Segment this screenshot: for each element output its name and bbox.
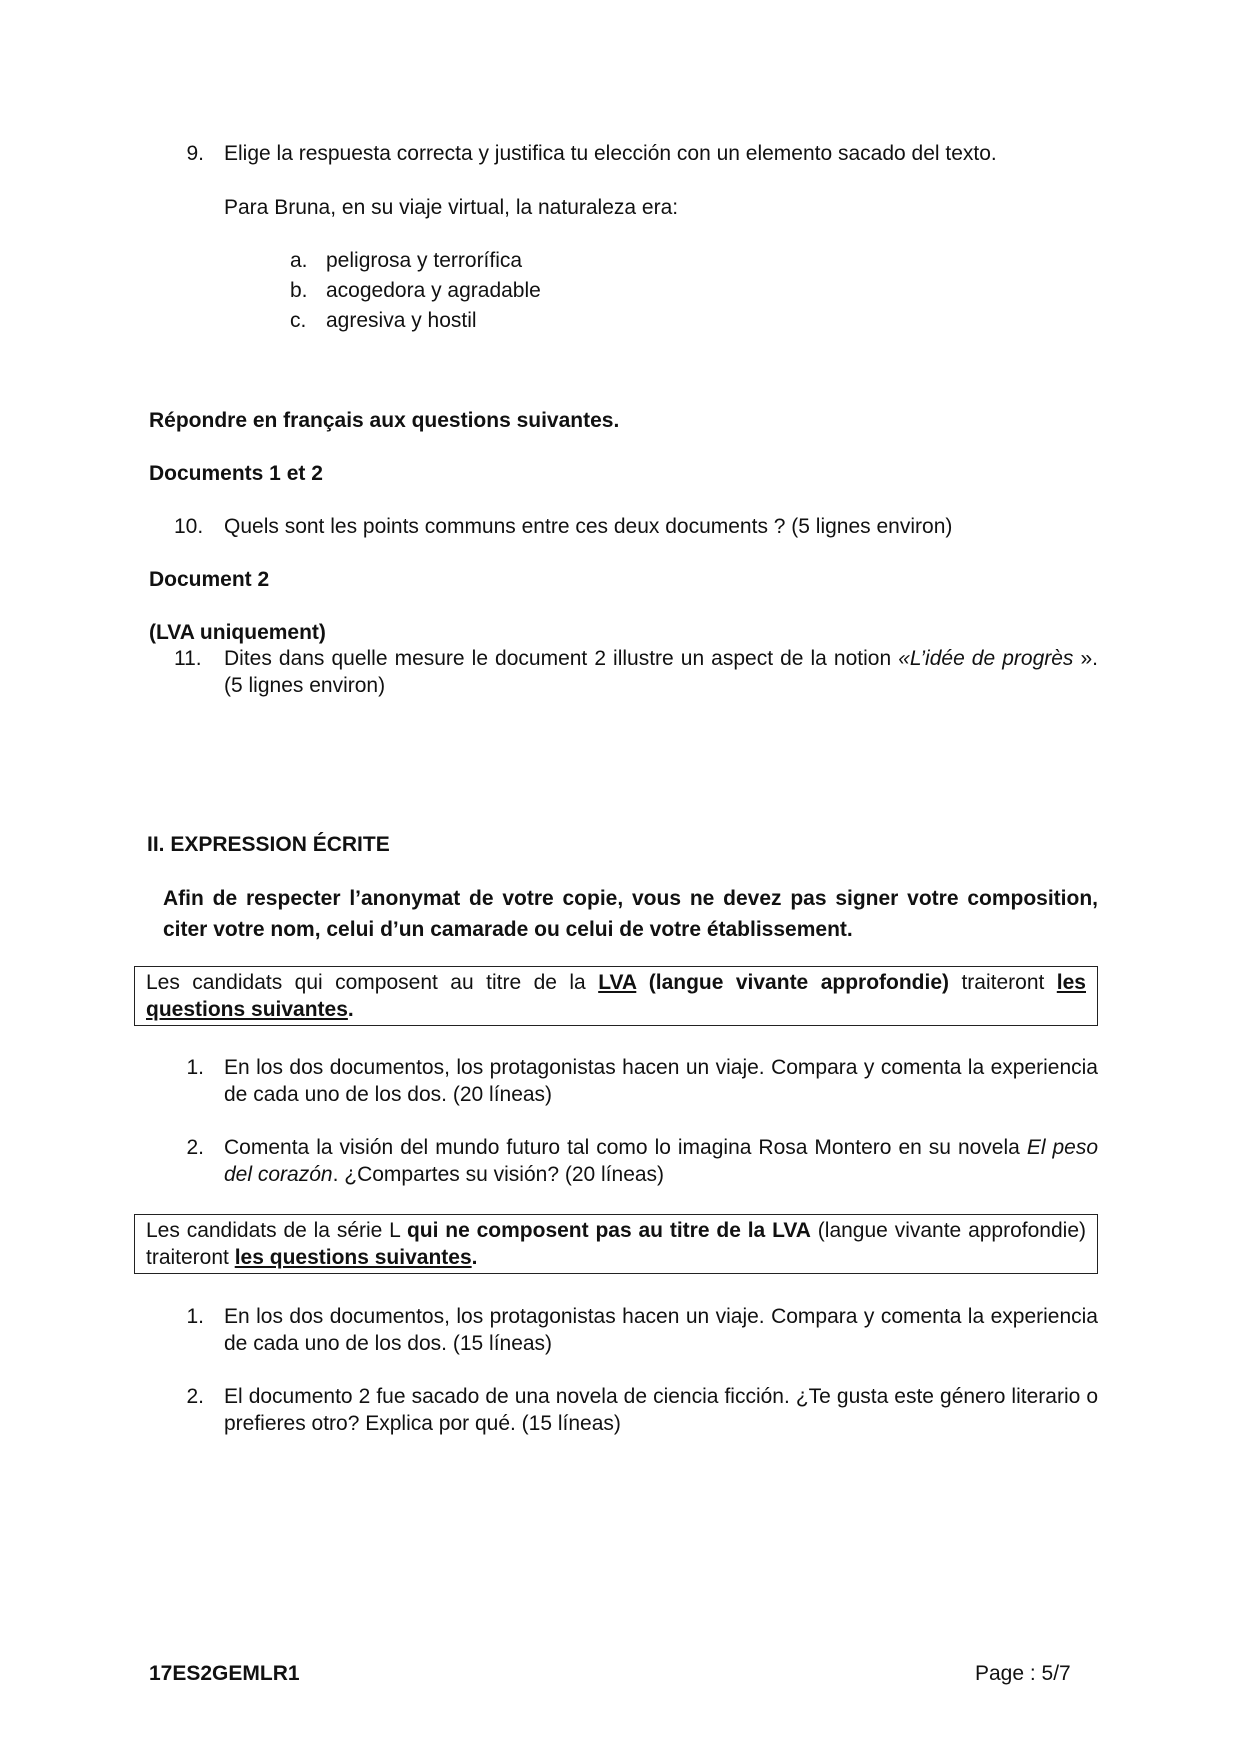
lva-question-2-text-before: Comenta la visión del mundo futuro tal como lo imagina Rosa Montero en su novela	[224, 1136, 1027, 1159]
french-instruction: Répondre en français aux questions suivantes.	[149, 409, 620, 432]
serie-box-text-4: les questions suivantes	[234, 1246, 472, 1269]
serie-l-instruction-box	[134, 1214, 1098, 1274]
question-11-text	[224, 645, 1098, 699]
footer-page-number: Page : 5/7	[975, 1662, 1071, 1685]
option-a	[290, 247, 522, 274]
serie-box-text-3: (langue vivante approfondie) traiteront	[146, 1219, 1086, 1269]
question-10-text: Quels sont les points communs entre ces deux documents ? (5 lignes environ)	[224, 515, 953, 538]
option-text: acogedora y agradable	[326, 279, 541, 302]
lva-only-heading: (LVA uniquement)	[149, 621, 326, 644]
question-11-number: 11.	[174, 647, 202, 670]
lva-question-2-text-after: . ¿Compartes su visión? (20 líneas)	[332, 1163, 665, 1186]
serie-box-text-5: .	[471, 1246, 478, 1269]
notion-title: «L’idée de progrès	[898, 647, 1074, 670]
lva-box-text-3: (langue vivante approfondie)	[636, 971, 950, 994]
lva-instruction-box	[134, 966, 1098, 1026]
question-9-stem: Para Bruna, en su viaje virtual, la naturaleza era:	[224, 196, 679, 219]
option-letter: c.	[290, 309, 307, 332]
lva-question-1-text: En los dos documentos, los protagonistas hacen un viaje. Compara y comenta la experiencia de cada uno de los dos. (20 líneas)	[224, 1056, 1098, 1106]
lva-box-text-2: LVA	[598, 971, 637, 994]
lva-box-text-5: les questions suivantes	[146, 971, 1086, 1021]
serie-question-1-number: 1.	[186, 1305, 204, 1328]
section-heading-expression: II. EXPRESSION ÉCRITE	[147, 833, 390, 856]
serie-question-1-text: En los dos documentos, los protagonistas hacen un viaje. Compara y comenta la experiencia de cada uno de los dos. (15 líneas)	[224, 1305, 1098, 1355]
serie-box-text-1: Les candidats de la série L	[146, 1219, 407, 1242]
question-10-number: 10.	[174, 515, 204, 538]
documents-1-2-heading: Documents 1 et 2	[149, 462, 323, 485]
option-letter: b.	[290, 279, 308, 302]
lva-box-text-6: .	[347, 998, 354, 1021]
question-9-number: 9.	[186, 142, 204, 165]
document-2-heading: Document 2	[149, 568, 270, 591]
option-b	[290, 277, 541, 304]
option-c	[290, 307, 477, 334]
option-text: agresiva y hostil	[326, 309, 477, 332]
option-text: peligrosa y terrorífica	[326, 249, 523, 272]
lva-box-text-4: traiteront	[949, 971, 1057, 994]
lva-box-text-1: Les candidats qui composent au titre de la	[146, 971, 599, 994]
serie-question-2-number: 2.	[186, 1385, 204, 1408]
question-11-text-after: ». (5 lignes environ)	[224, 647, 1098, 697]
footer-exam-code: 17ES2GEMLR1	[149, 1662, 300, 1685]
question-11-text-before: Dites dans quelle mesure le document 2 illustre un aspect de la notion	[224, 647, 899, 670]
serie-question-2-text: El documento 2 fue sacado de una novela de ciencia ficción. ¿Te gusta este género literario o prefieres otro? Explica por qué. (15 líneas)	[224, 1385, 1098, 1435]
anonymity-notice: Afin de respecter l’anonymat de votre copie, vous ne devez pas signer votre composition, citer votre nom, celui d’un camarade ou celui de votre établissement.	[163, 887, 1098, 941]
novel-title: El peso del corazón	[224, 1136, 1099, 1186]
lva-question-2-number: 2.	[186, 1136, 204, 1159]
serie-box-text-2: qui ne composent pas au titre de la LVA	[406, 1219, 811, 1242]
option-letter: a.	[290, 249, 308, 272]
lva-question-1-number: 1.	[186, 1056, 204, 1079]
lva-question-2-text	[224, 1134, 1098, 1188]
question-9-prompt: Elige la respuesta correcta y justifica tu elección con un elemento sacado del texto.	[224, 142, 997, 165]
